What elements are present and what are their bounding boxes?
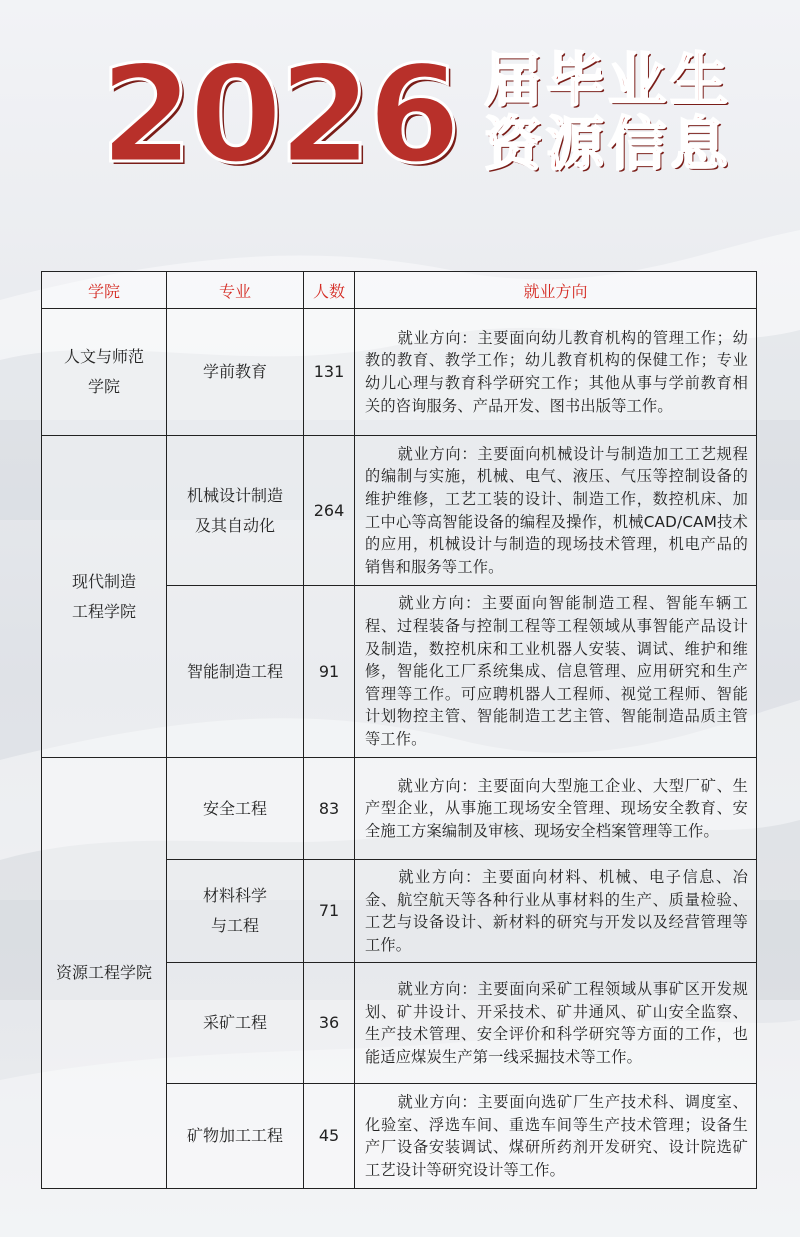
col-header-college: 学院 [42, 272, 167, 309]
direction-cell [355, 963, 757, 1084]
direction-cell [355, 860, 757, 963]
count-cell: 45 [304, 1084, 355, 1189]
direction-cell [355, 758, 757, 860]
college-cell: 资源工程学院 [42, 758, 167, 1189]
college-cell [42, 436, 167, 758]
graduate-info-table [41, 271, 757, 1189]
college-label-line: 工程学院 [71, 601, 136, 621]
col-header-count: 人数 [304, 272, 355, 309]
major-label-line: 机械设计制造 [186, 485, 283, 505]
direction-text: 就业方向：主要面向采矿工程领域从事矿区开发规划、矿井设计、开采技术、矿井通风、矿山安全监察、生产技术管理、安全评价和科学研究等方面的工作，也能适应煤炭生产第一线采掘技术等工作。 [365, 980, 748, 1066]
major-label-line: 及其自动化 [194, 515, 275, 535]
col-header-major: 专业 [167, 272, 304, 309]
table-header-row [42, 272, 757, 309]
direction-cell [355, 1084, 757, 1189]
major-cell: 采矿工程 [167, 963, 304, 1084]
direction-cell [355, 586, 757, 758]
direction-text: 就业方向：主要面向选矿厂生产技术科、调度室、化验室、浮选车间、重选车间等生产技术管理；设备生产厂设备安装调试、煤研所药剂开发研究、设计院选矿工艺设计等研究设计等工作。 [365, 1093, 748, 1179]
direction-text: 就业方向：主要面向机械设计与制造加工工艺规程的编制与实施，机械、电气、液压、气压等控制设备的维护维修，工艺工装的设计、制造工作，数控机床、加工中心等高智能设备的编程及操作，机械CAD/CAM技术的应用，机械设计与制造的现场技术管理，机电产品的销售和服务等工作。 [365, 444, 748, 576]
college-label-line: 人文与师范 [63, 347, 144, 366]
direction-text: 就业方向：主要面向材料、机械、电子信息、冶金、航空航天等各种行业从事材料的生产、质量检验、工艺与设备设计、新材料的研究与开发以及经营管理等工作。 [365, 868, 748, 954]
direction-text: 就业方向：主要面向大型施工企业、大型厂矿、生产型企业，从事施工现场安全管理、现场安全教育、安全施工方案编制及审核、现场安全档案管理等工作。 [365, 776, 748, 840]
graduate-table [41, 271, 756, 1189]
major-cell: 学前教育 [167, 309, 304, 436]
count-cell: 91 [304, 586, 355, 758]
major-cell: 智能制造工程 [167, 586, 304, 758]
table-row [42, 436, 757, 586]
count-cell: 36 [304, 963, 355, 1084]
major-cell: 矿物加工工程 [167, 1084, 304, 1189]
major-label-line: 与工程 [210, 916, 259, 936]
direction-cell [355, 436, 757, 586]
header-title-line1: 届毕业生 [484, 46, 733, 114]
direction-cell [355, 309, 757, 436]
table-row [42, 309, 757, 436]
major-cell: 安全工程 [167, 758, 304, 860]
count-cell: 264 [304, 436, 355, 586]
table-row [42, 758, 757, 860]
major-cell [167, 436, 304, 586]
college-label-line: 学院 [87, 377, 120, 396]
header-year: 2026 [100, 37, 457, 193]
header-title-line2: 资源信息 [484, 110, 733, 178]
direction-text: 就业方向：主要面向幼儿教育机构的管理工作；幼教的教育、教学工作；幼儿教育机构的保健工作；专业幼儿心理与教育科学研究工作；其他从事与学前教育相关的咨询服务、产品开发、图书出版等工作。 [365, 328, 748, 415]
count-cell: 83 [304, 758, 355, 860]
college-cell [42, 309, 167, 436]
direction-text: 就业方向：主要面向智能制造工程、智能车辆工程、过程装备与控制工程等工程领域从事智能产品设计及制造，数控机床和工业机器人安装、调试、维护和维修，智能化工厂系统集成、信息管理、应用研究和生产管理等工作。可应聘机器人工程师、视觉工程师、智能计划物控主管、智能制造工艺主管、智能制造品质主管等工作。 [365, 594, 748, 748]
major-label-line: 材料科学 [202, 886, 267, 906]
page-header [0, 0, 800, 250]
college-label-line: 现代制造 [71, 571, 136, 591]
major-cell [167, 860, 304, 963]
count-cell: 71 [304, 860, 355, 963]
col-header-direction: 就业方向 [355, 272, 757, 309]
count-cell: 131 [304, 309, 355, 436]
